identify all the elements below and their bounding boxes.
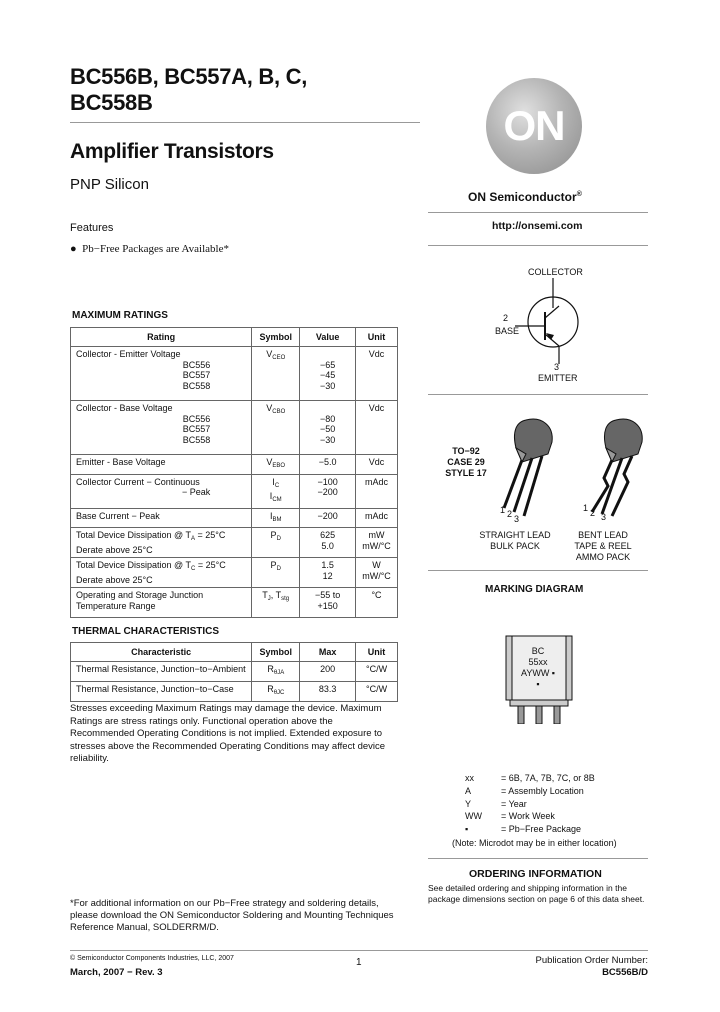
header-symbol: Symbol bbox=[252, 643, 300, 662]
bullet-icon: ● bbox=[70, 243, 83, 255]
document-title bbox=[70, 64, 307, 116]
header-rating: Rating bbox=[71, 328, 252, 347]
right-divider-3 bbox=[428, 394, 648, 395]
header-symbol: Symbol bbox=[252, 328, 300, 347]
emitter-label: EMITTER bbox=[538, 373, 578, 383]
legend-row: Y = Year bbox=[465, 798, 527, 809]
title-divider bbox=[70, 122, 420, 123]
ordering-heading: ORDERING INFORMATION bbox=[469, 868, 602, 880]
marking-diagram-heading: MARKING DIAGRAM bbox=[485, 584, 584, 595]
features-heading: Features bbox=[70, 222, 114, 234]
company-name: ON Semiconductor® bbox=[468, 190, 582, 204]
header-max: Max bbox=[300, 643, 356, 662]
marking-text: BC 55xx AYWW ▪ ▪ bbox=[520, 646, 556, 689]
legend-row: xx = 6B, 7A, 7B, 7C, or 8B bbox=[465, 773, 595, 783]
table-row: Total Device Dissipation @ $T_C = 25^\circ C$ Derate above 25°C $P_D$ 1.5 12 W mW/°C bbox=[71, 558, 398, 588]
pin-label-right-1: 1 bbox=[583, 503, 589, 513]
legend-row: WW = Work Week bbox=[465, 811, 555, 822]
feature-item: ● Pb−Free Packages are Available* bbox=[70, 243, 229, 255]
table-header-row bbox=[71, 643, 398, 662]
max-ratings-heading: MAXIMUM RATINGS bbox=[72, 310, 168, 321]
header-unit: Unit bbox=[356, 328, 398, 347]
table-row: Collector - Emitter Voltage BC556 BC557 BC558 $V_{CEO}$ −65 −45 −30 Vdc bbox=[71, 347, 398, 401]
table-row: Collector Current − Continuous − Peak $I_C$ $I_{CM}$ −100 −200 mAdc bbox=[71, 474, 398, 508]
package-label: TO−92 CASE 29 STYLE 17 bbox=[445, 446, 487, 478]
product-subtitle: Amplifier Transistors bbox=[70, 140, 274, 163]
header-value: Value bbox=[300, 328, 356, 347]
pin-label-right-3: 3 bbox=[601, 512, 607, 522]
legend-row: ▪ = Pb−Free Package bbox=[465, 824, 582, 835]
ordering-text: See detailed ordering and shipping information in the package dimensions section on page 6 of this data sheet. bbox=[428, 883, 645, 904]
table-header-row bbox=[71, 328, 398, 347]
marking-legend bbox=[462, 772, 598, 836]
stress-note: Stresses exceeding Maximum Ratings may damage the device. Maximum Ratings are stress ratings only. Functional operation above the Recommended Operating Conditions is not implied. Extended exposure to stresses above the Recommended Operating Conditions may affect device reliability. bbox=[70, 703, 386, 764]
microdot-note: (Note: Microdot may be in either location) bbox=[452, 838, 617, 848]
base-label: BASE bbox=[495, 326, 520, 336]
product-type: PNP Silicon bbox=[70, 176, 149, 193]
title-line-2: BC558B bbox=[70, 90, 153, 115]
website-link[interactable]: http://onsemi.com bbox=[492, 220, 583, 232]
table-row: Emitter - Base Voltage $V_{EBO}$ −5.0 Vdc bbox=[71, 455, 398, 475]
table-row: Thermal Resistance, Junction−to−Case $R_{\theta JC}$ 83.3 °C/W bbox=[71, 682, 398, 702]
emitter-pin-number: 3 bbox=[554, 362, 560, 372]
pin-label-right-2: 2 bbox=[590, 508, 596, 518]
pb-free-footnote: *For additional information on our Pb−Free strategy and soldering details, please download the ON Semiconductor Soldering and Mounting Techniques Reference Manual, SOLDERRM/D. bbox=[70, 898, 394, 933]
page-number: 1 bbox=[356, 957, 362, 968]
table-row: Base Current − Peak $I_{BM}$ −200 mAdc bbox=[71, 508, 398, 528]
pin-label-left-2: 2 bbox=[507, 509, 513, 519]
pin-label-left-1: 1 bbox=[500, 505, 506, 515]
right-divider-5 bbox=[428, 858, 648, 859]
header-unit: Unit bbox=[356, 643, 398, 662]
revision-date: March, 2007 − Rev. 3 bbox=[70, 967, 163, 978]
legend-row: A = Assembly Location bbox=[465, 785, 584, 796]
table-row: Operating and Storage Junction Temperature Range $T_J$, $T_{stg}$ −55 to +150 °C bbox=[71, 588, 398, 618]
base-pin-number: 2 bbox=[503, 313, 509, 323]
right-divider-2 bbox=[428, 245, 648, 246]
footer-divider bbox=[70, 950, 648, 951]
header-characteristic: Characteristic bbox=[71, 643, 252, 662]
table-row: Thermal Resistance, Junction−to−Ambient $R_{\theta JA}$ 200 °C/W bbox=[71, 662, 398, 682]
straight-lead-caption: STRAIGHT LEAD BULK PACK bbox=[479, 530, 551, 551]
pnp-transistor-symbol bbox=[515, 278, 585, 364]
publication-label: Publication Order Number: bbox=[535, 955, 648, 966]
pin-label-left-3: 3 bbox=[514, 514, 520, 524]
title-line-1: BC556B, BC557A, B, C, bbox=[70, 64, 308, 89]
table-row: Collector - Base Voltage BC556 BC557 BC558 $V_{CBO}$ −80 −50 −30 Vdc bbox=[71, 401, 398, 455]
publication-number: BC556B/D bbox=[602, 967, 648, 978]
right-divider-1 bbox=[428, 212, 648, 213]
table-row: Total Device Dissipation @ $T_A = 25^\circ C$ Derate above 25°C $P_D$ 625 5.0 mW mW/°C bbox=[71, 528, 398, 558]
bent-lead-caption: BENT LEAD TAPE & REEL AMMO PACK bbox=[574, 530, 632, 562]
thermal-table bbox=[70, 642, 398, 702]
thermal-heading: THERMAL CHARACTERISTICS bbox=[72, 626, 220, 637]
collector-label: COLLECTOR bbox=[528, 267, 583, 277]
right-divider-4 bbox=[428, 570, 648, 571]
max-ratings-table bbox=[70, 327, 398, 618]
copyright: © Semiconductor Components Industries, LLC, 2007 bbox=[70, 955, 234, 962]
on-logo: ON bbox=[486, 78, 582, 174]
